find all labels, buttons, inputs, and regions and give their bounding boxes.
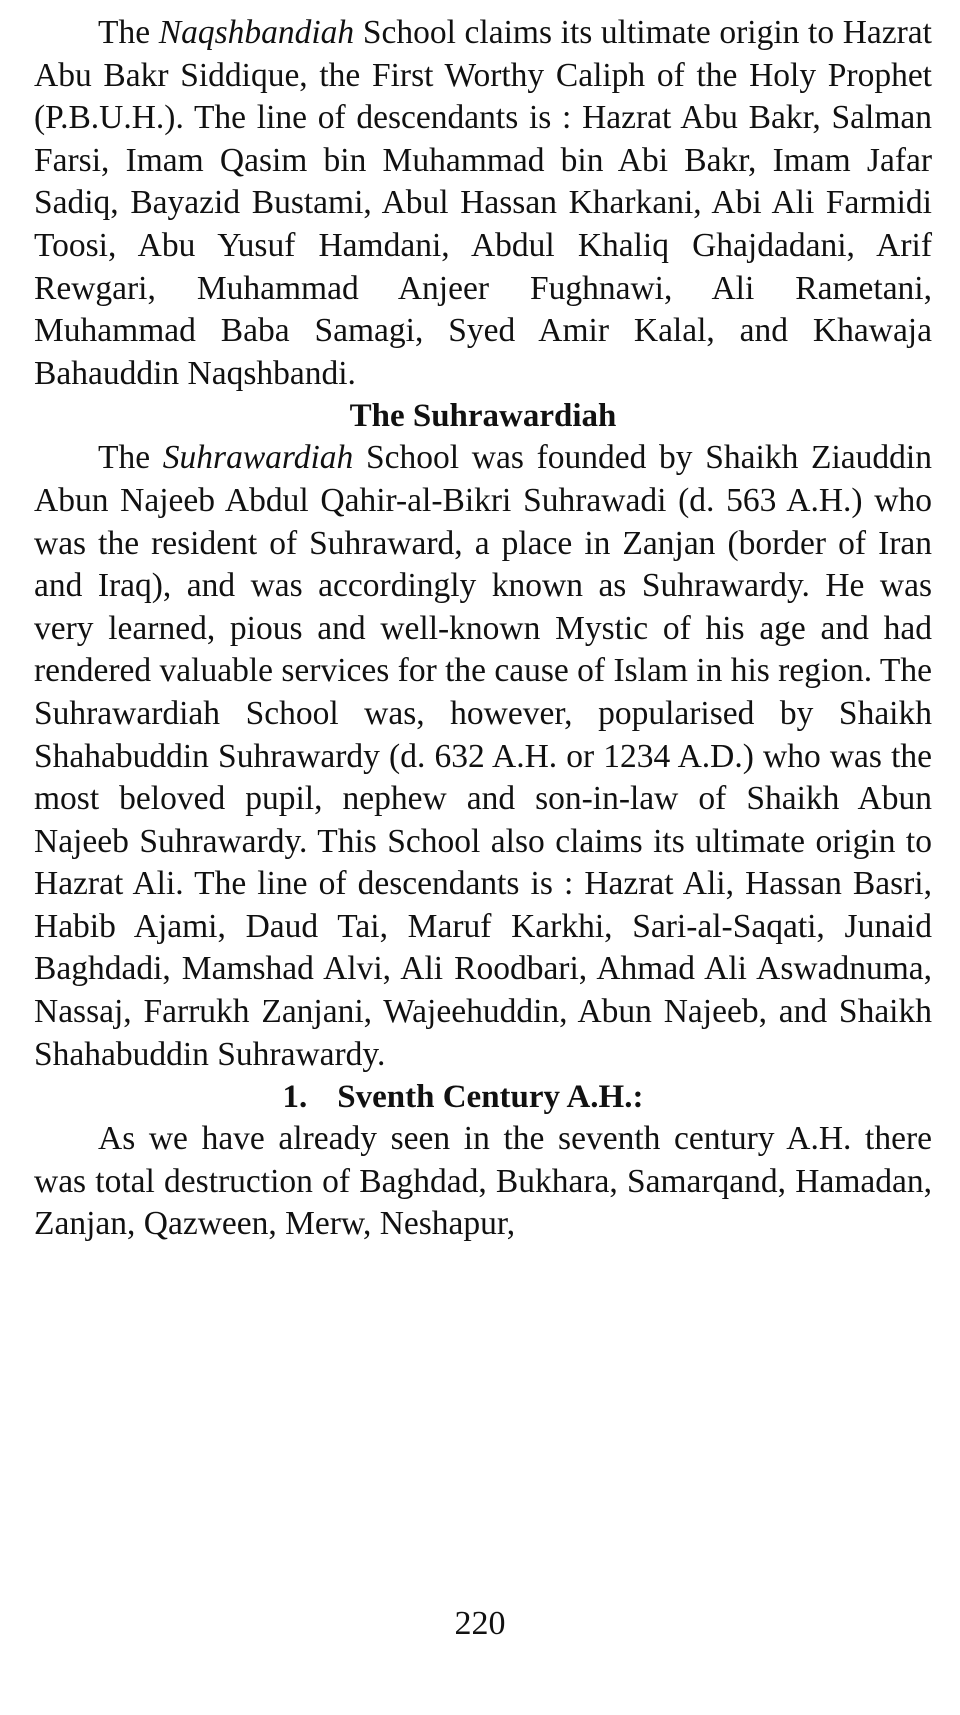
paragraph-seventh-century: As we have already seen in the seventh century A.H. there was total destruction of Baghdad, Bukhara, Samarqand, Hamadan, Zanjan, Qazween, Merw, Neshapur, (34, 1120, 932, 1243)
paragraph-suhrawardiah (34, 437, 932, 1076)
book-page (34, 12, 932, 1246)
heading-suhrawardiah: The Suhrawardiah (349, 398, 617, 435)
paragraph-body: School was founded by Shaikh Ziauddin Abun Najeeb Abdul Qahir-al-Bikri Suhrawadi (d. 563 A.H.) who was the resident of Suhraward, a place in Zanjan (border of Iran and Iraq), and was accordingly known as Suhrawardy. He was very learned, pious and well-known Mystic of his age and had rendered valuable services for the cause of Islam in his region. The Suhrawardiah School was, however, popularised by Shaikh Shahabuddin Suhrawardy (d. 632 A.H. or 1234 A.D.) who was the most beloved pupil, nephew and son-in-law of Shaikh Abun Najeeb Suhrawardy. This School also claims its ultimate origin to Hazrat Ali. The line of descendants is : Hazrat Ali, Hassan Basri, Habib Ajami, Daud Tai, Maruf Karkhi, Sari-al-Saqati, Junaid Baghdadi, Mamshad Alvi, Ali Roodbari, Ahmad Ali Aswadnuma, Nassaj, Farrukh Zanjani, Wajeehuddin, Abun Najeeb, and Shaikh Shahabuddin Suhrawardy. (34, 439, 932, 1073)
school-name-naqshbandiah: Naqshbandiah (158, 14, 355, 51)
paragraph-body: School claims its ultimate origin to Hazrat Abu Bakr Siddique, the First Worthy Caliph of the Holy Prophet (P.B.U.H.). The line of descendants is : Hazrat Abu Bakr, Salman Farsi, Imam Qasim bin Muhammad bin Abi Bakr, Imam Jafar Sadiq, Bayazid Bustami, Abul Hassan Kharkani, Abi Ali Farmidi Toosi, Abu Yusuf Hamdani, Abdul Khaliq Ghajdadani, Arif Rewgari, Muhammad Anjeer Fughnawi, Ali Rametani, Muhammad Baba Samagi, Syed Amir Kalal, and Khawaja Bahauddin Naqshbandi. (34, 14, 932, 392)
heading-seventh-century (34, 1076, 932, 1118)
school-name-suhrawardiah: Suhrawardiah (162, 439, 354, 477)
paragraph-lead: The (98, 14, 159, 51)
page-number: 220 (454, 1605, 506, 1642)
section-number: 1. (282, 1079, 308, 1116)
paragraph-lead: The (98, 439, 163, 477)
section-title: Sventh Century A.H.: (337, 1079, 644, 1116)
paragraph-naqshbandiah (34, 12, 932, 395)
